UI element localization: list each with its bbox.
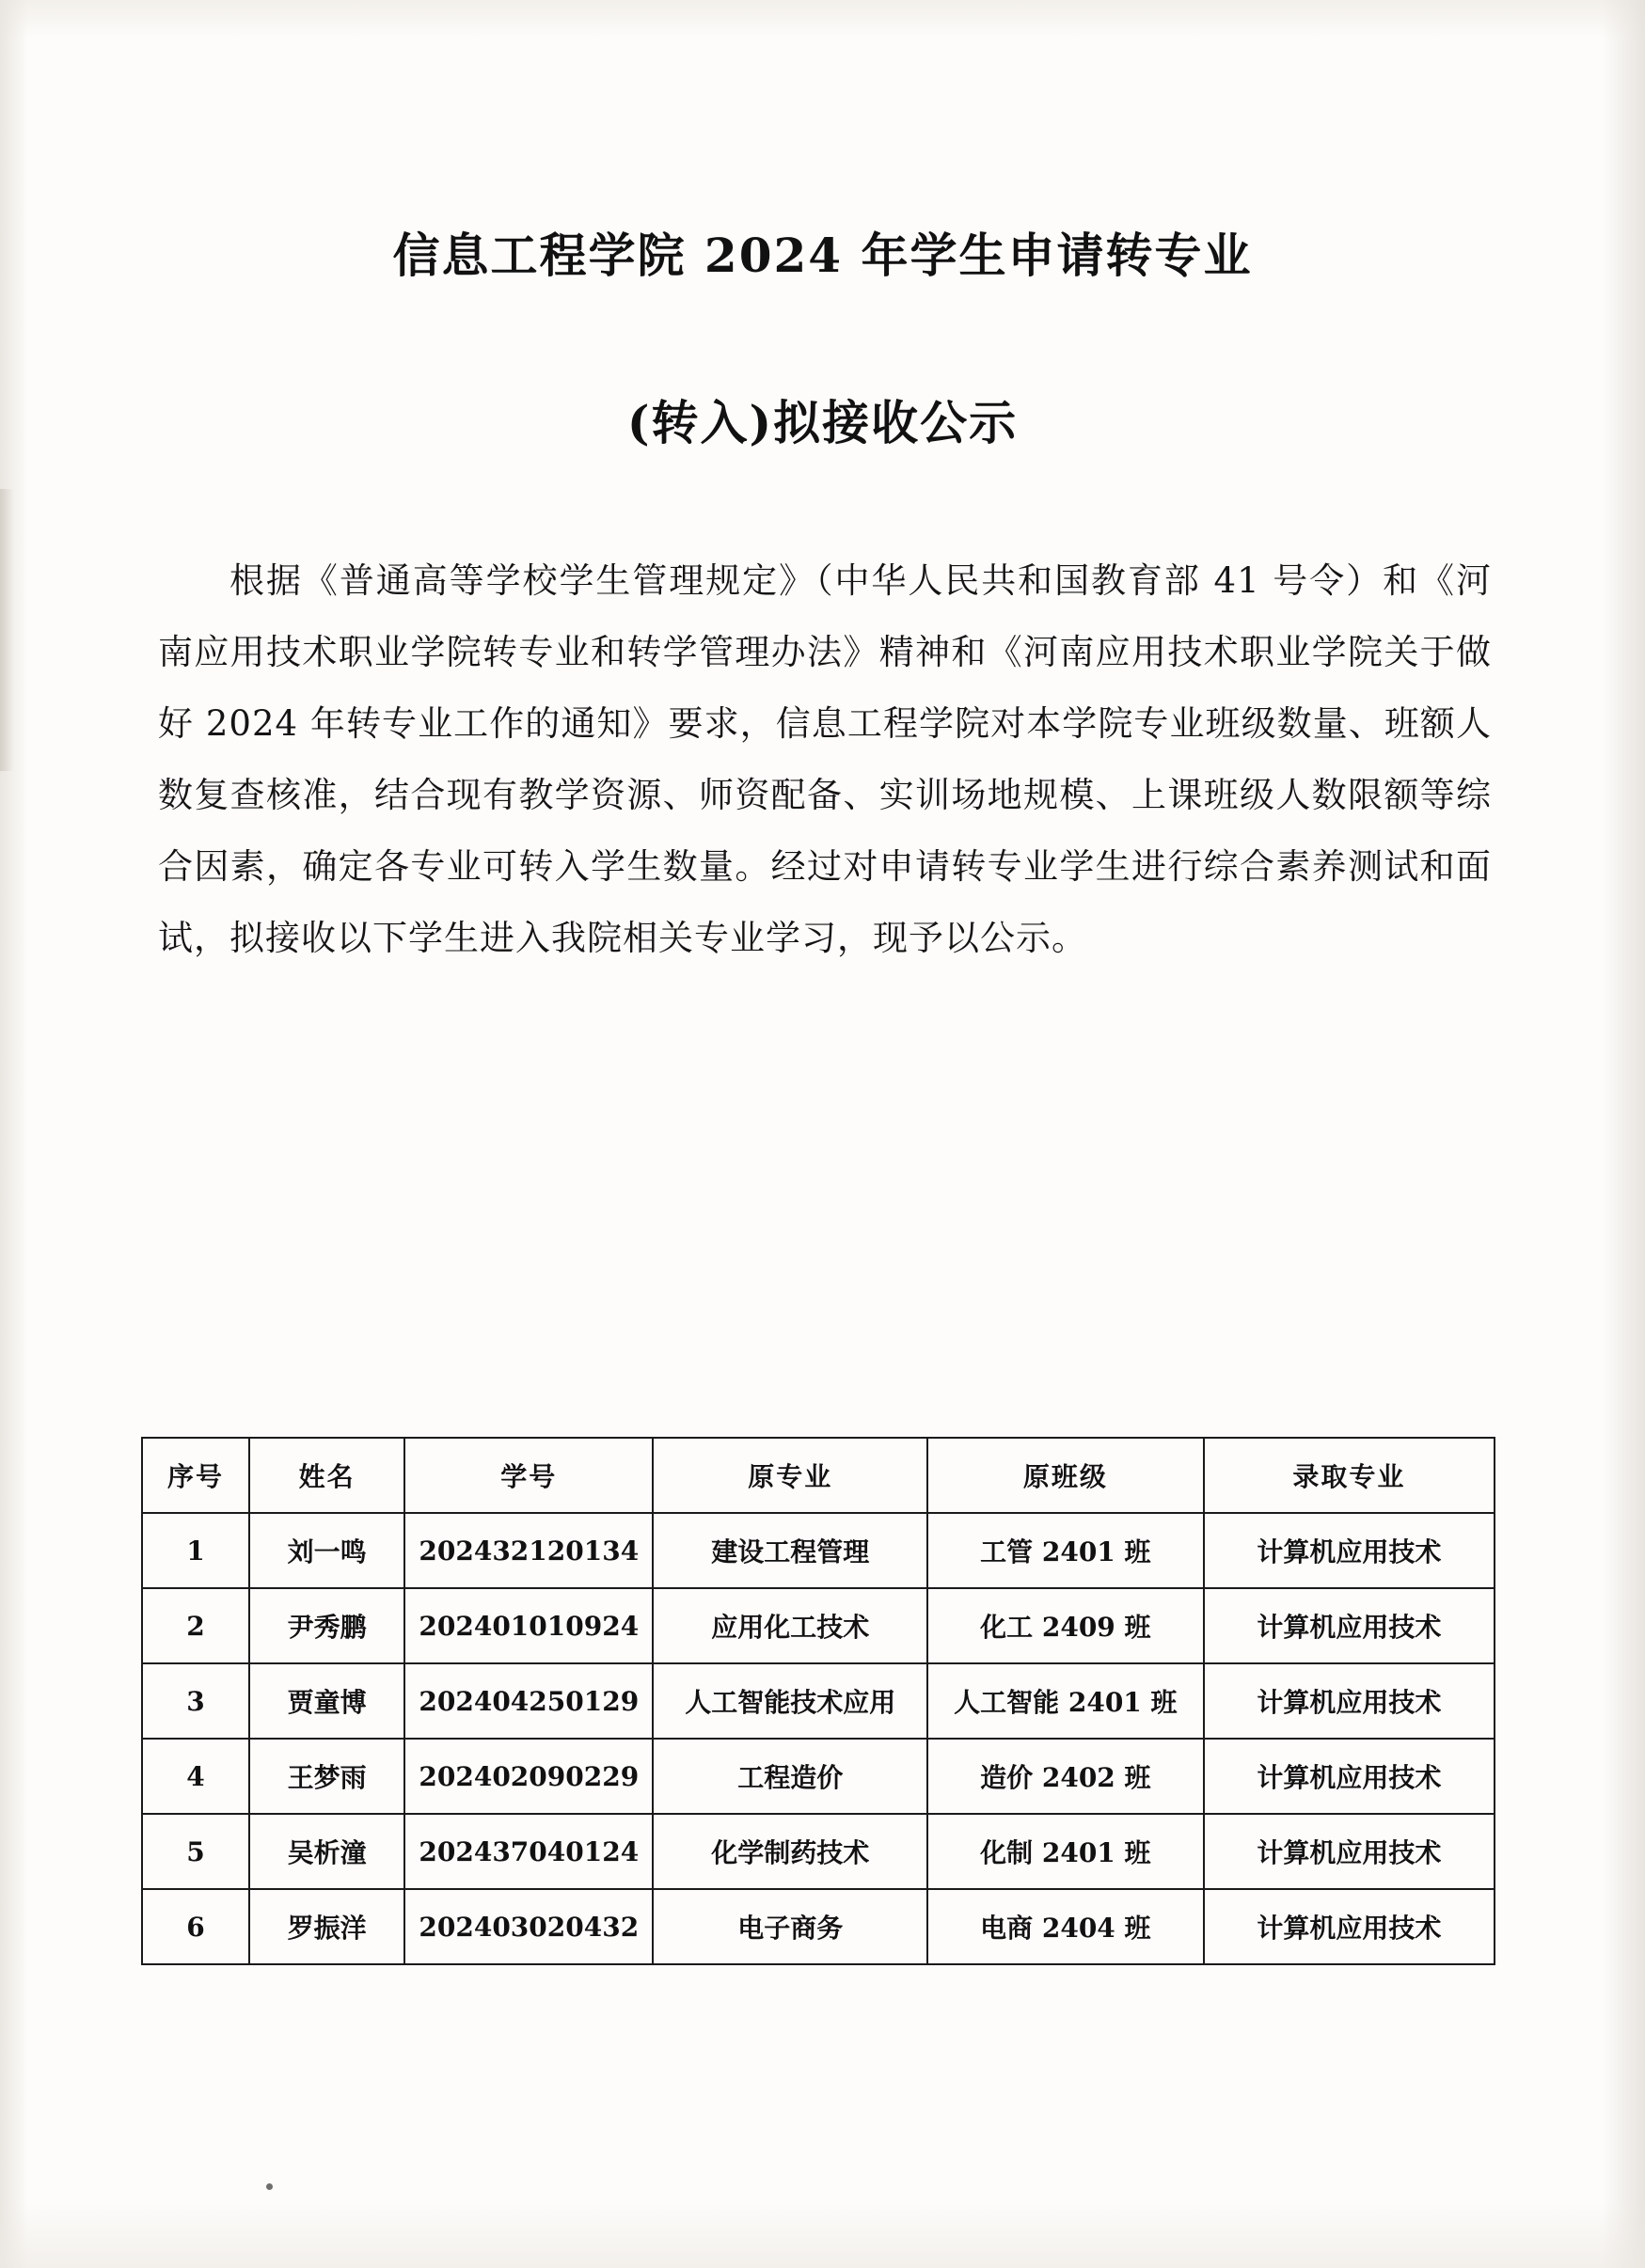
cell-name: 尹秀鹏 [249, 1588, 404, 1663]
cell-admitted-major: 计算机应用技术 [1204, 1889, 1495, 1964]
cell-id: 202437040124 [404, 1814, 653, 1889]
cell-name: 刘一鸣 [249, 1513, 404, 1588]
cell-name: 罗振洋 [249, 1889, 404, 1964]
cell-id: 202402090229 [404, 1739, 653, 1814]
cell-no: 1 [142, 1513, 249, 1588]
cell-id: 202432120134 [404, 1513, 653, 1588]
cell-admitted-major: 计算机应用技术 [1204, 1588, 1495, 1663]
cell-original-class: 造价 2402 班 [927, 1739, 1204, 1814]
cell-name: 贾童博 [249, 1663, 404, 1739]
cell-id: 202401010924 [404, 1588, 653, 1663]
cell-original-major: 建设工程管理 [653, 1513, 927, 1588]
table-header-row [142, 1438, 1495, 1513]
document-body [158, 545, 1492, 974]
cell-original-class: 工管 2401 班 [927, 1513, 1204, 1588]
table-row [142, 1889, 1495, 1964]
column-header-original-major: 原专业 [653, 1438, 927, 1513]
cell-admitted-major: 计算机应用技术 [1204, 1739, 1495, 1814]
cell-no: 4 [142, 1739, 249, 1814]
cell-original-major: 应用化工技术 [653, 1588, 927, 1663]
cell-admitted-major: 计算机应用技术 [1204, 1663, 1495, 1739]
table-row [142, 1739, 1495, 1814]
body-paragraph: 根据《普通高等学校学生管理规定》（中华人民共和国教育部 41 号令）和《河南应用技术职业学院转专业和转学管理办法》精神和《河南应用技术职业学院关于做好 2024 年转专业工作的通知》要求，信息工程学院对本学院专业班级数量、班额人数复查核准，结合现有教学资源、师资配备、实训场地规模、上课班级人数限额等综合因素，确定各专业可转入学生数量。经过对申请转专业学生进行综合素养测试和面试，拟接收以下学生进入我院相关专业学习，现予以公示。 [158, 560, 1492, 958]
table-row [142, 1814, 1495, 1889]
cell-id: 202403020432 [404, 1889, 653, 1964]
cell-original-major: 化学制药技术 [653, 1814, 927, 1889]
cell-original-major: 电子商务 [653, 1889, 927, 1964]
cell-original-class: 人工智能 2401 班 [927, 1663, 1204, 1739]
column-header-name: 姓名 [249, 1438, 404, 1513]
cell-original-major: 人工智能技术应用 [653, 1663, 927, 1739]
column-header-original-class: 原班级 [927, 1438, 1204, 1513]
page-dot-mark [266, 2183, 273, 2190]
cell-original-class: 化制 2401 班 [927, 1814, 1204, 1889]
column-header-admitted-major: 录取专业 [1204, 1438, 1495, 1513]
cell-no: 5 [142, 1814, 249, 1889]
cell-no: 3 [142, 1663, 249, 1739]
column-header-no: 序号 [142, 1438, 249, 1513]
cell-no: 6 [142, 1889, 249, 1964]
document-title-line-1: 信息工程学院 2024 年学生申请转专业 [392, 228, 1253, 283]
cell-original-class: 电商 2404 班 [927, 1889, 1204, 1964]
cell-name: 吴析潼 [249, 1814, 404, 1889]
document-title-line-2: (转入)拟接收公示 [626, 395, 1019, 450]
table-row [142, 1588, 1495, 1663]
cell-name: 王梦雨 [249, 1739, 404, 1814]
table-row [142, 1663, 1495, 1739]
cell-id: 202404250129 [404, 1663, 653, 1739]
cell-admitted-major: 计算机应用技术 [1204, 1814, 1495, 1889]
cell-original-major: 工程造价 [653, 1739, 927, 1814]
column-header-id: 学号 [404, 1438, 653, 1513]
accepted-students-table [141, 1437, 1495, 1965]
cell-original-class: 化工 2409 班 [927, 1588, 1204, 1663]
table-row [142, 1513, 1495, 1588]
cell-admitted-major: 计算机应用技术 [1204, 1513, 1495, 1588]
cell-no: 2 [142, 1588, 249, 1663]
